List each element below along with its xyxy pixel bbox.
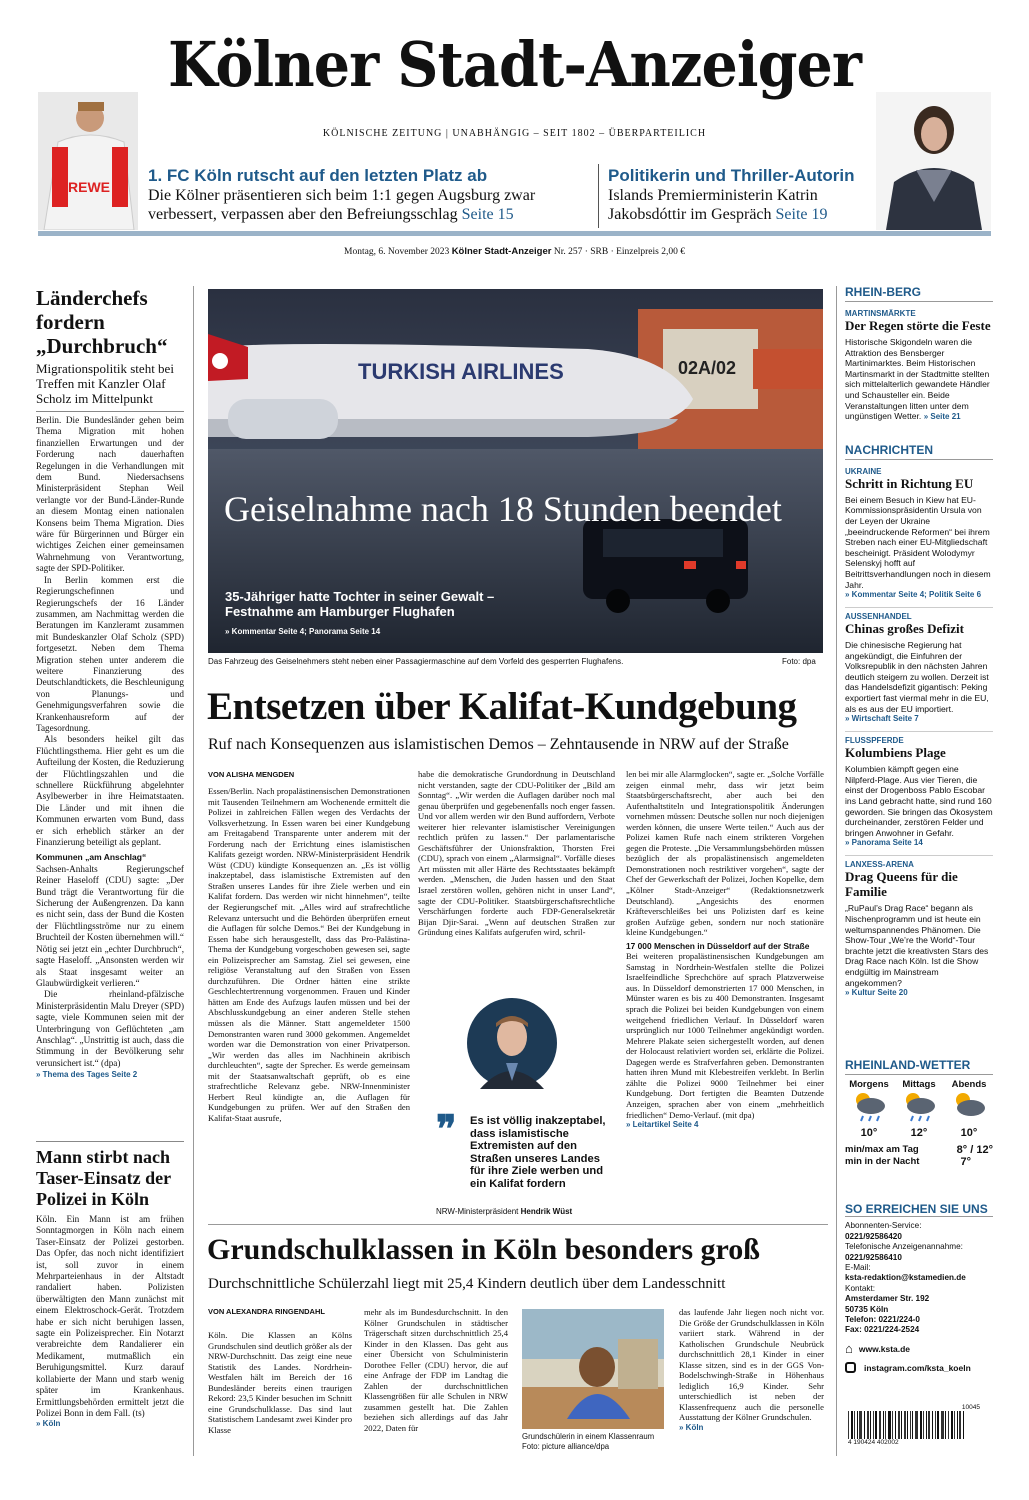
teaser-divider — [598, 164, 599, 228]
school-col-3 — [679, 1307, 824, 1434]
teaser-title: Politikerin und Thriller-Autorin — [608, 166, 855, 185]
barcode-bar — [901, 1411, 902, 1439]
school-col-1: Köln. Die Klassen an Kölns Grundschulen sind deutlich größer als der NRW-Durchschnitt. Das zeigt eine neue Statistik des Landes. Nordrhein-Westfalen hält im Bereich der 16 Bundesländer bereits einen traurigen Rekord: 23,5 Kinder besuchen im Schnitt eine Grundschulklasse. Das sind laut Statistischem Landesamt zwei Kinder pro Klasse — [208, 1330, 352, 1435]
barcode-bar — [945, 1411, 946, 1439]
teaser-line: Islands Premierministerin Katrin — [608, 187, 818, 204]
barcode-bars — [848, 1411, 980, 1439]
weather-evening — [945, 1079, 993, 1139]
article-paragraph: das laufende Jahr liegen noch nicht vor. Die Größe der Grundschulklassen in Köln variiert stark. Während in der Katholischen Grundschule Neubrück durchschnittlich 28,1 Kinder in einer Klasse sitzen, sind es in der GGS Von-Bodelschwingh-Straße in Höhenhaus lediglich 16,9 Kinder. Sehr unterschiedlich ist neben der Klassenfrequenz auch die personelle Ausstattung der Kölner Grundschulen. — [679, 1307, 824, 1423]
barcode-bar — [957, 1411, 958, 1439]
masthead-tagline: KÖLNISCHE ZEITUNG | UNABHÄNGIG – SEIT 1802 – ÜBERPARTEILICH — [322, 128, 707, 139]
main-subhead: Ruf nach Konsequenzen aus islamistischen Demos – Zehntausende in NRW auf der Straße — [208, 736, 789, 753]
issue-info: Nr. 257 · SRB · Einzelpreis 2,00 € — [553, 247, 685, 257]
barcode-bar — [854, 1411, 855, 1439]
article-paragraph: Sachsen-Anhalts Regierungschef Reiner Haseloff (CDU) sagte: „Der Bund trägt die Verantwortung für die Sicherung der Außengrenzen. Da kann es nicht sein, dass der Bund die Kosten der Flüchtlingsströme nur zu einem Bruchteil der Kosten übernehmen will.“ Nötig sei jetzt ein „echter Durchbruch“, sagte Haseloff. „Ansonsten werden wir als Staat insgesamt weiter an Glaubwürdigkeit verlieren.“ — [36, 863, 184, 988]
barcode-bar — [864, 1411, 865, 1439]
contact-value[interactable]: 0221/92586420 — [845, 1231, 902, 1241]
rain-cloud-icon — [849, 1090, 889, 1122]
quote-icon: ❞ — [436, 1109, 457, 1151]
main-col-2: habe die demokratische Grundordnung in Deutschland nicht verstanden, sagte der CDU-Politiker der „Bild am Sonntag“. „Wir werden die Auflagen darüber noch mal genau überprüfen und gegebenenfalls noch enger fassen. Und vor allem werden wir den Bund auffordern, Verbote weiterer hier relevanter islamistischer Vereinigungen rechtlich prüfen zu lassen.“ Der parlamentarische Geschäftsführer der Unionsfraktion, Thorsten Frei (CDU), sprach von einem „Alarmsignal“. Vorfälle dieses Art müssten mit aller Härte des Rechtsstaates bekämpft werden. „Menschen, die Juden hassen und den Staat Israel zerstören wollen, gehören nicht in unser Land“, sagte der CDU-Politiker. Staatsbürgerschaftsrechtliche Verschärfungen forderte auch FDP-Generalsekretär Bijan Djir-Sarai. „Wenn auf deutschen Straßen zur Gründung eines Kalifats aufgerufen wird, schril- — [418, 769, 615, 938]
article-paragraph: In Berlin kommen erst die Regierungschefinnen und Regierungschefs der 16 Länder zusammen, am Nachmittag werden die Beratungen im Kanzleramt zusammen mit Bundeskanzler Olaf Scholz (SPD) fortgesetzt. Neben dem Thema Migration stehen unter anderem die weitere Finanzierung des Deutschlandtickets, die Beschleunigung von Planungs- und Genehmigungsverfahren sowie die Krankenhausreform auf der Tagesordnung. — [36, 574, 184, 733]
taser-article — [36, 1141, 184, 1428]
barcode-bar — [915, 1411, 918, 1439]
rain-cloud-icon — [899, 1090, 939, 1122]
main-byline: VON ALISHA MENGDEN — [208, 770, 295, 779]
weather-box — [845, 1058, 993, 1168]
cloud-sun-icon — [949, 1090, 989, 1122]
dateline — [0, 246, 1029, 257]
article-paragraph: Als besonders heikel gilt das Flüchtlingsthema. Hier geht es um die Aufteilung der Kosten, die Reduzierung der Flüchtlingszahlen und die schnellere Rückführung abgelehnter Asylbewerber in ihre Heimatstaaten. Die Länder und mit ihnen die Kommunen erwarten vom Bund, dass er sich erheblich stärker an der Finanzierung beteiligt als geplant. — [36, 734, 184, 848]
contact-title: SO ERREICHEN SIE UNS — [845, 1204, 993, 1217]
brief-ref[interactable]: » Seite 21 — [923, 412, 961, 422]
left-column — [36, 286, 184, 1081]
barcode-bar — [937, 1411, 939, 1439]
barcode-bar — [895, 1411, 896, 1439]
website-link[interactable]: www.ksta.de — [858, 1343, 911, 1354]
brief-headline[interactable]: Kolumbiens Plage — [845, 745, 946, 761]
section-nachrichten[interactable]: NACHRICHTEN — [845, 443, 993, 460]
teaser-line: Die Kölner präsentieren sich beim 1:1 gegen Augsburg zwar — [148, 187, 536, 204]
portrait-wuest — [466, 997, 558, 1089]
headline-migration[interactable]: Länderchefs fordern „Durchbruch“ — [36, 286, 168, 358]
teaser-title: 1. FC Köln rutscht auf den letzten Platz ab — [148, 166, 488, 185]
subhead-migration: Migrationspolitik steht bei Treffen mit Kanzler Olaf Scholz im Mittelpunkt — [36, 361, 174, 406]
weather-morning — [845, 1079, 893, 1139]
classroom-photo[interactable] — [522, 1309, 664, 1429]
right-column — [845, 285, 993, 997]
article-ref[interactable]: » Köln — [36, 1419, 61, 1429]
barcode-bar — [885, 1411, 886, 1439]
barcode-bar — [848, 1411, 849, 1439]
instagram-link[interactable]: instagram.com/ksta_koeln — [864, 1362, 971, 1373]
contact-label: Telefonische Anzeigenannahme: — [845, 1242, 963, 1252]
minmax-value: 8° / 12° — [956, 1144, 993, 1156]
barcode-bar — [867, 1411, 869, 1439]
weather-temp: 12° — [910, 1127, 928, 1139]
footballer-photo — [38, 92, 138, 230]
brief-text: Kolumbien kämpft gegen eine Nilpferd-Plage. Aus vier Tieren, die einst der Drogenboss Pablo Escobar ins Land gebracht hatte, sind rund 160 geworden. Sie bringen das Ökosystem durcheinander, zerstören Felder und bringen Anwohner in Gefahr. — [845, 764, 993, 838]
lead-subhead: 35-Jähriger hatte Tochter in seiner Gewalt – Festnahme am Hamburger Flughafen — [225, 589, 495, 619]
brief-ref[interactable]: » Kultur Seite 20 — [845, 988, 908, 998]
school-subhead: Durchschnittliche Schülerzahl liegt mit 25,4 Kindern deutlich über dem Landesschnitt — [208, 1276, 726, 1292]
instagram-row[interactable] — [845, 1362, 993, 1373]
article-ref[interactable]: » Köln — [679, 1423, 704, 1433]
barcode-bar — [963, 1411, 964, 1439]
teaser-line: Jakobsdóttir im Gespräch — [608, 206, 772, 223]
barcode-bar — [857, 1411, 858, 1439]
kicker: MARTINSMÄRKTE — [845, 309, 916, 318]
contact-label: Kontakt: — [845, 1283, 876, 1293]
article-subhead: Kommunen „am Anschlag“ — [36, 852, 147, 863]
quote-source: NRW-Ministerpräsident — [436, 1206, 519, 1216]
column-rule — [836, 286, 837, 1456]
quote-text: Es ist völlig inakzeptabel, dass islamistische Extremisten auf den Straßen unseres Landes für ihre Ziele werben und ein Kalifat fordern — [470, 1115, 606, 1190]
quote-name: Hendrik Wüst — [520, 1206, 573, 1216]
night-value: 7° — [960, 1156, 971, 1168]
barcode-bar — [948, 1411, 949, 1439]
brief-ref[interactable]: » Wirtschaft Seite 7 — [845, 714, 919, 724]
weather-label: Morgens — [849, 1079, 889, 1090]
night-label: min in der Nacht — [845, 1156, 920, 1167]
barcode-bar — [935, 1411, 936, 1439]
brief-text: „RuPaul’s Drag Race“ begann als Nischenprogramm und ist heute ein weltumspannendes Phänomen. Die Show-Tour „We’re the World“-Tour brachte jetzt die kreativsten Stars des Drag Race nach Köln. Ist die Show endgültig im Mainstream angekommen? — [845, 903, 989, 988]
teaser-ref[interactable]: Seite 15 — [461, 206, 514, 223]
barcode-bar — [907, 1411, 908, 1439]
article-paragraph: len bei mir alle Alarmglocken“, sagte er. „Solche Vorfälle zeigen einmal mehr, dass wir jetzt beim Staatsbürgerschaftsrecht, aber auch bei den Aufenthaltstiteln und Integrationspolitik Änderungen vornehmen müssen: Deutsche sollen nur noch diejenigen werden können, die unsere Werte teilen.“ Auch aus der Polizei kamen Rufe nach einem strikteren Vorgehen gegen die Proteste. „Die Versammlungsbehörden müssen bezüglich der als propalästinensisch angemeldeten Demonstrationen noch restriktiver vorgehen“, sagte der Chef der Gewerkschaft der Polizei, Jochen Kopelke, dem „Kölner Stadt-Anzeiger“ (Redaktionsnetzwerk Deutschland). „Angesichts des enormen Kräfteverschleißes bei uns Polizisten darf es keine großen Aufzüge geben, sondern nur noch stationäre kleine Kundgebungen.“ — [626, 769, 824, 938]
barcode-bar — [892, 1411, 893, 1439]
contact-fax: Fax: 0221/224-2524 — [845, 1325, 920, 1335]
barcode-bar — [904, 1411, 906, 1439]
school-col-2: mehr als im Bundesdurchschnitt. In den Kölner Grundschulen in städtischer Trägerschaft sitzen durchschnittlich 25,4 Kinder in den Klassen. Das geht aus einer Übersicht von Schulministerin Dorothee Feller (CDU) hervor, die auf eine Anfrage der FDP im Landtag die Zahlen der durchschnittlichen Klassengrößen für alle Schulen in NRW zusammen gestellt hat. Die Zahlen beziehen sich allerdings auf das Jahr 2022, Daten für — [364, 1307, 508, 1434]
lead-credit: Foto: dpa — [782, 657, 816, 666]
kicker: LANXESS-ARENA — [845, 855, 993, 869]
politician-photo — [876, 92, 991, 230]
masthead-title: Kölner Stadt-Anzeiger — [167, 28, 862, 101]
teaser-ref[interactable]: Seite 19 — [775, 206, 828, 223]
brief-headline[interactable]: Chinas großes Defizit — [845, 621, 964, 637]
date: Montag, 6. November 2023 — [344, 247, 450, 257]
brief-text: Die chinesische Regierung hat angekündigt, die Einfuhren der Volksrepublik in den nächsten Jahren deutlich steigern zu wollen. Derzeit ist das Handelsdefizit gigantisch: Peking exportiert fast viermal mehr in die EU, als es aus der EU importiert. — [845, 640, 989, 714]
main-headline[interactable]: Entsetzen über Kalifat-Kundgebung — [207, 685, 797, 728]
paper-name: Kölner Stadt-Anzeiger — [451, 246, 552, 257]
brief-ref[interactable]: » Panorama Seite 14 — [845, 838, 923, 848]
barcode-bar — [920, 1411, 922, 1439]
barcode-bar — [959, 1411, 961, 1439]
kicker: FLUSSPFERDE — [845, 731, 993, 745]
brief-ref[interactable]: » Kommentar Seite 4; Politik Seite 6 — [845, 590, 982, 600]
weather-temp: 10° — [960, 1127, 978, 1139]
instagram-icon — [845, 1362, 856, 1373]
barcode-bar — [851, 1411, 853, 1439]
article-subhead: 17 000 Menschen in Düsseldorf auf der Straße — [626, 940, 810, 951]
barcode-bar — [912, 1411, 913, 1439]
teaser-bar — [38, 231, 991, 236]
section-rule — [208, 1224, 828, 1225]
barcode-bar — [898, 1411, 900, 1439]
barcode-bar — [883, 1411, 884, 1439]
barcode-bar — [873, 1411, 874, 1439]
lead-photo[interactable] — [208, 289, 823, 653]
weather-label: Mittags — [902, 1079, 936, 1090]
contact-box — [845, 1204, 993, 1373]
pull-quote — [436, 1109, 614, 1216]
barcode — [848, 1404, 980, 1446]
barcode-bar — [932, 1411, 933, 1439]
barcode-issue: 10045 — [961, 1404, 980, 1411]
barcode-bar — [879, 1411, 881, 1439]
main-col-1: Essen/Berlin. Nach propalästinensischen Demonstrationen mit Tausenden Teilnehmern am Wochenende ermittelt die Polizei in zahlreichen Fällen wegen des Verdachts der Volksverhetzung. In Essen waren bei einer Kundgebung am Freitagabend Transparente unter anderem mit der Forderung nach der Errichtung eines islamistischen Kalifats gezeigt worden. NRW-Ministerpräsident Hendrik Wüst (CDU) kündigte Konsequenzen an. „Es ist völlig inakzeptabel, dass islamistische Extremisten auf den Straßen unseres Landes für ihre Ziele werben und ein Kalifat fordern. Das werden wir nicht hinnehmen“, teilte der Regierungschef mit. „Alles wird auf strafrechtliche Relevanz untersucht und die Behörden überprüfen erneut die Auflagen für solche Demos.“ Bei der Kundgebung in Essen habe sich herausgestellt, dass das Pro-Palästina-Thema der Kundgebung vorgeschoben gewesen sei, sagte ein Polizeisprecher am Samstag. Ziel sei gewesen, eine religiöse Veranstaltung auf den Straßen von Essen durchzuführen. Die Ordner hätten eine strikte Geschlechtertrennung vorgenommen. Frauen und Kinder hätten am Ende des Aufzugs laufen müssen und bei der Abschlusskundgebung an einer anderen Stelle stehen müssen als die Männer. Statt angemeldeter 1500 Demonstranten waren rund 3000 gekommen. Angemeldet worden war die Demonstration von einer Privatperson. „Wir werden das alles im Nachhinein akribisch durchleuchten“, sagte der Sprecher. Es werde gemeinsam mit der Staatsanwaltschaft geprüft, ob es eine strafrechtliche Relevanz gebe. NRW-Innenminister Herbert Reul kündigte an, die Auflagen für Kundgebungen zu prüfen. Wer auf den Straßen den Kalifat-Staat ausrufe, — [208, 786, 410, 1123]
airline-lettering: TURKISH AIRLINES — [358, 359, 564, 384]
weather-temp: 10° — [860, 1127, 878, 1139]
barcode-bar — [923, 1411, 924, 1439]
kicker: AUSSENHANDEL — [845, 607, 993, 621]
school-byline: VON ALEXANDRA RINGENDAHL — [208, 1307, 325, 1316]
lead-caption: Das Fahrzeug des Geiselnehmers steht neben einer Passagiermaschine auf dem Vorfeld des gesperrten Flughafens. — [208, 657, 624, 666]
contact-label: Abonnenten-Service: — [845, 1221, 922, 1231]
barcode-bar — [888, 1411, 891, 1439]
weather-label: Abends — [951, 1079, 987, 1090]
barcode-bar — [926, 1411, 927, 1439]
barcode-bar — [928, 1411, 930, 1439]
article-paragraph: Die rheinland-pfälzische Ministerpräsidentin Malu Dreyer (SPD) sagte, viele Kommunen seien mit der Unterbringung von Geflüchteten „am Anschlag“. „Unstrittig ist auch, dass die Stimmung in der Bevölkerung sehr verunsichert ist.“ (dpa) — [36, 989, 184, 1068]
barcode-bar — [870, 1411, 871, 1439]
caption-credit: Foto: picture alliance/dpa — [522, 1441, 610, 1451]
contact-value[interactable]: 0221/92586410 — [845, 1252, 902, 1262]
caption-text: Grundschülerin in einem Klassenraum — [522, 1432, 655, 1441]
website-row[interactable] — [845, 1340, 993, 1356]
headline-taser[interactable]: Mann stirbt nach Taser-Einsatz der Polizei in Köln — [36, 1147, 171, 1209]
article-paragraph: Berlin. Die Bundesländer gehen beim Thema Migration mit hohen finanziellen Erwartungen und der Forderung nach dauerhaften Regelungen in die Verhandlungen mit dem Bund. Niedersachsens Ministerpräsident Stephan Weil verlangte vor der Bund-Länder-Runde an diesem Montag einen nationalen Konsens beim Thema Migration. Dies wäre für Bürgerinnen und Bürger ein wichtiges Zeichen einer gemeinsamen Wahrnehmung von Verantwortung, sagte der SPD-Politiker. — [36, 415, 184, 574]
school-headline[interactable]: Grundschulklassen in Köln besonders groß — [207, 1233, 760, 1266]
weather-title: RHEINLAND-WETTER — [845, 1058, 993, 1075]
brief-headline[interactable]: Drag Queens für die Familie — [845, 869, 958, 900]
brief-text: Historische Skigondeln waren die Attraktion des Bensberger Martinimarktes. Beim Historischen Martinsmarkt in der Stadtmitte stellten sich mittelalterlich gewandete Händler und Schausteller ein. Beide Veranstaltungen litten unter dem ungünstigen Wetter. — [845, 337, 990, 422]
teaser-line: verbessert, verpassen aber den Befreiungsschlag — [148, 206, 458, 223]
main-col-3 — [626, 769, 824, 1131]
barcode-bar — [954, 1411, 955, 1439]
barcode-bar — [910, 1411, 911, 1439]
barcode-bar — [875, 1411, 877, 1439]
article-paragraph: Bei weiteren propalästinensischen Kundgebungen am Samstag in Nordrhein-Westfalen stellte die Polizei Israelfeindliche Sprechchöre auf sprach Platzverweise aus. In Düsseldorf demonstrierten 17 000 Menschen, in Münster waren es bis zu 400 Demonstranten. Insgesamt sprach die Polizei bei beiden Kundgebungen von einem weitgehend friedlichen Verlauf. In Düsseldorf waren ursprünglich nur 1000 Teilnehmer angekündigt worden. Mehrere Plakate seien sichergestellt worden, auf denen der Holocaust relativiert worden sei, erklärte die Polizei. Dagegen werde es Strafverfahren geben. Demonstranten hatten ihren Mund mit Klebestreifen verklebt. In Berlin zählte die Polizei 9000 Teilnehmer bei einer Kundgebung. Dort fertigten die Beamten Dutzende Anzeigen, sprachen aber von einem „mehrheitlich friedlichen“ Demo-Verlauf. (mit dpa) — [626, 951, 824, 1120]
teaser-politician[interactable] — [608, 166, 878, 224]
contact-address: Amsterdamer Str. 192 — [845, 1294, 930, 1304]
weather-noon — [895, 1079, 943, 1139]
lead-refs[interactable]: » Kommentar Seite 4; Panorama Seite 14 — [225, 627, 381, 636]
school-caption — [522, 1432, 666, 1451]
section-rhein-berg[interactable]: RHEIN-BERG — [845, 285, 993, 302]
column-rule — [193, 286, 194, 1456]
barcode-bar — [951, 1411, 953, 1439]
gate-sign: 02A/02 — [678, 358, 737, 378]
barcode-bar — [859, 1411, 862, 1439]
lead-headline[interactable]: Geiselnahme nach 18 Stunden beendet — [224, 489, 782, 529]
brief-text: Bei einem Besuch in Kiew hat EU-Kommissionspräsidentin Ursula von der Leyen der Ukraine „beeindruckende Reformen“ bei ihrem Streben nach einer EU-Mitgliedschaft bescheinigt. Präsident Wolodymyr Selenskyj hofft auf Beitrittsverhandlungen noch in diesem Jahr. — [845, 494, 991, 590]
article-paragraph: Köln. Ein Mann ist am frühen Sonntagmorgen in Köln nach einem Taser-Einsatz der Polizei gestorben. Das Opfer, das noch nicht identifiziert ist, soll zuvor in einem Mehrparteienhaus in der Altstadt randaliert haben. Polizisten überwältigten den Mann zunächst mit einem Elektroschock-Gerät. Trotzdem habe er sich nicht beruhigen lassen, sagte ein Polizeisprecher. Ein Notarzt verabreichte dem Randalierer ein Medikament, mutmaßlich ein Beruhigungsmittel. Kurz darauf kollabierte der Mann und starb wenig später im Krankenhaus. Ermittlungsbehörden ermittelt jetzt die Polizei Bonn in dem Fall. (ts) — [36, 1214, 184, 1418]
minmax-label: min/max am Tag — [845, 1144, 919, 1155]
contact-phone[interactable]: Telefon: 0221/224-0 — [845, 1315, 920, 1325]
article-ref[interactable]: » Leitartikel Seite 4 — [626, 1120, 699, 1130]
contact-city: 50735 Köln — [845, 1304, 889, 1314]
svg-text:REWE: REWE — [68, 179, 110, 195]
contact-label: E-Mail: — [845, 1263, 871, 1273]
brief-headline[interactable]: Schritt in Richtung EU — [845, 475, 974, 491]
contact-email[interactable]: ksta-redaktion@kstamedien.de — [845, 1273, 966, 1283]
brief-headline[interactable]: Der Regen störte die Feste — [845, 318, 991, 333]
home-icon: ⌂ — [845, 1340, 853, 1356]
article-ref[interactable]: » Thema des Tages Seite 2 — [36, 1070, 138, 1080]
kicker: UKRAINE — [845, 466, 882, 476]
teaser-fc-koeln[interactable] — [148, 166, 588, 224]
barcode-bar — [941, 1411, 944, 1439]
barcode-number: 4 190424 402002 — [848, 1439, 899, 1446]
